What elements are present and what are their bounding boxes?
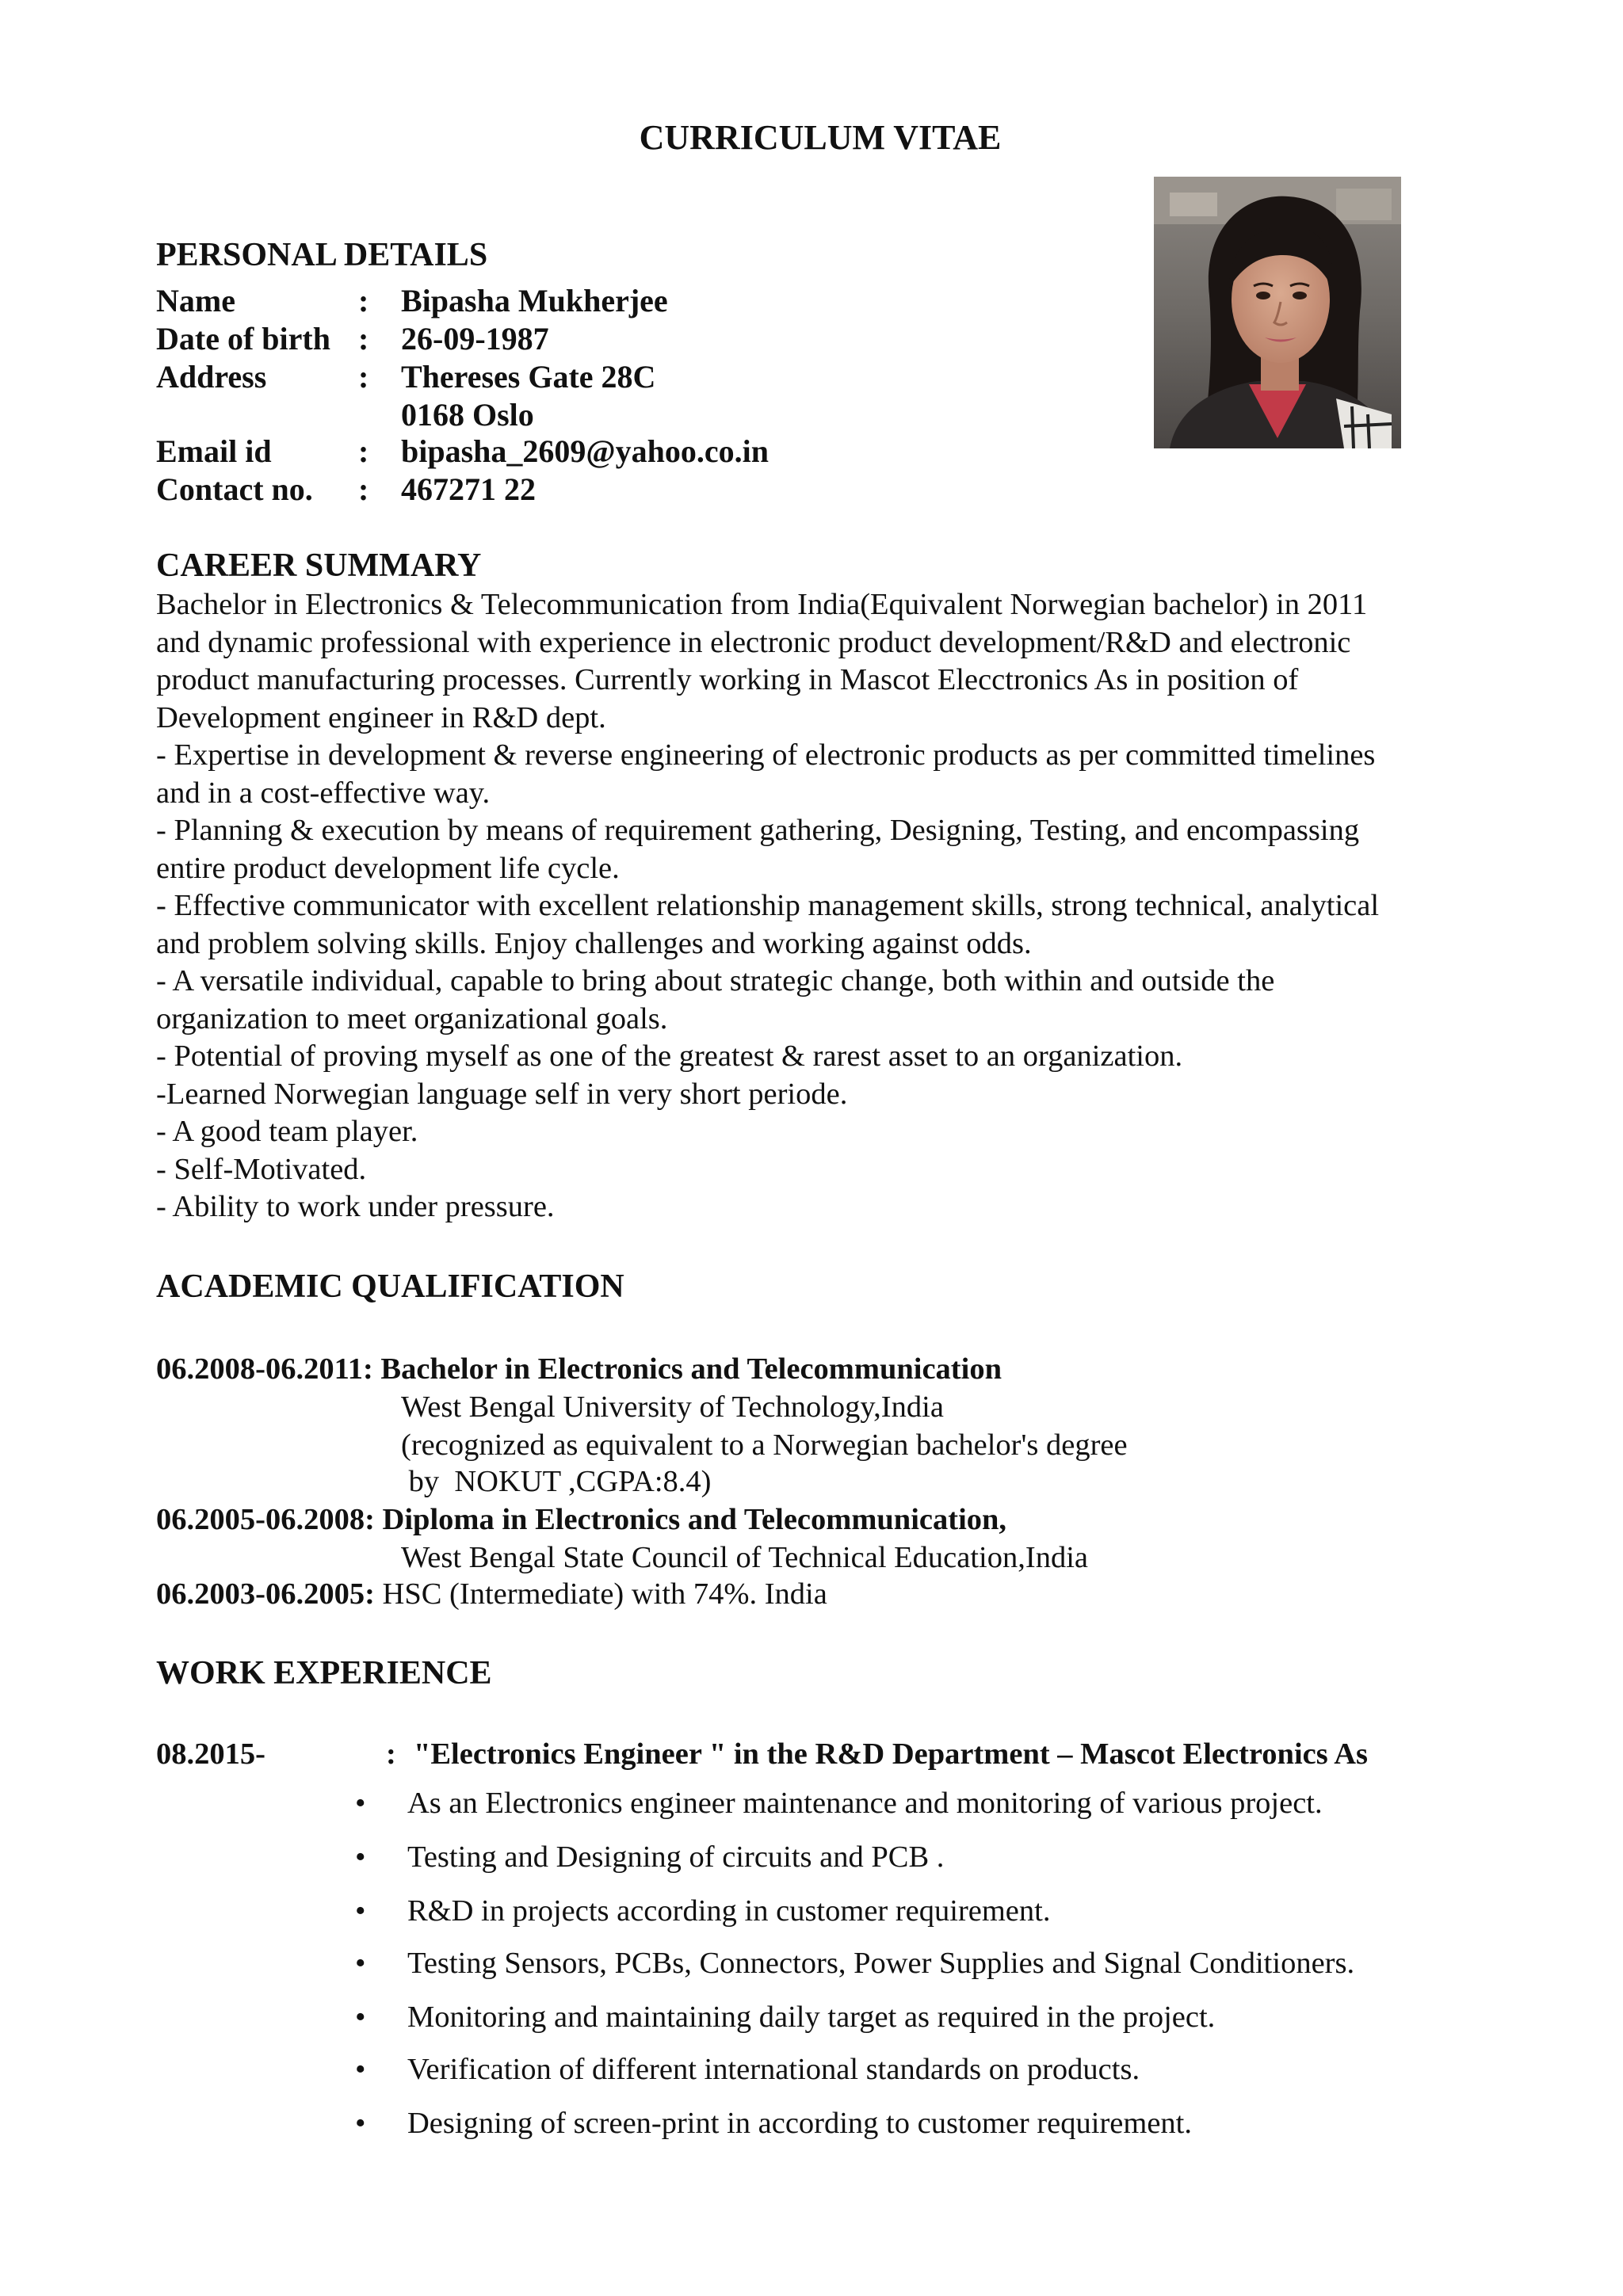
bullet-icon: • [355, 1787, 366, 1820]
career-line: and problem solving skills. Enjoy challenges and working against odds. [156, 926, 1032, 960]
email-value: bipasha_2609@yahoo.co.in [401, 433, 769, 469]
bullet-icon: • [355, 1947, 366, 1980]
academic-date: 06.2005-06.2008: [156, 1503, 375, 1536]
academic-detail: by NOKUT ,CGPA:8.4) [401, 1465, 712, 1498]
document-title: CURRICULUM VITAE [639, 118, 1002, 157]
bullet-icon: • [355, 2000, 366, 2034]
academic-entry-hsc [156, 1577, 827, 1611]
academic-entry-bachelor [156, 1352, 1002, 1386]
career-summary-text [156, 586, 1379, 1226]
bullet-icon: • [355, 2053, 366, 2086]
work-bullet-item: R&D in projects according in customer requirement. [407, 1894, 1051, 1928]
work-role: "Electronics Engineer " in the R&D Department – Mascot Electronics As [414, 1737, 1369, 1771]
email-label: Email id [156, 433, 272, 469]
address-colon: : [358, 359, 369, 395]
name-value: Bipasha Mukherjee [401, 283, 668, 318]
work-colon: : [386, 1737, 396, 1771]
academic-detail: West Bengal State Council of Technical Education,India [401, 1541, 1088, 1574]
academic-detail: West Bengal University of Technology,India [401, 1390, 944, 1424]
career-line: - Self-Motivated. [156, 1152, 367, 1186]
work-bullet-item: Monitoring and maintaining daily target as required in the project. [407, 2000, 1216, 2034]
work-bullet-item: As an Electronics engineer maintenance and monitoring of various project. [407, 1787, 1323, 1820]
work-bullet-item: Testing and Designing of circuits and PCB . [407, 1840, 945, 1874]
career-line: entire product development life cycle. [156, 851, 620, 885]
name-label: Name [156, 283, 235, 318]
profile-photo-image [1154, 177, 1401, 448]
academic-heading: ACADEMIC QUALIFICATION [156, 1268, 624, 1305]
email-colon: : [358, 433, 369, 469]
career-line: - Ability to work under pressure. [156, 1190, 555, 1223]
contact-colon: : [358, 471, 369, 507]
career-line: -Learned Norwegian language self in very short periode. [156, 1077, 848, 1111]
academic-detail: (recognized as equivalent to a Norwegian bachelor's degree [401, 1428, 1128, 1462]
address-value-line2: 0168 Oslo [401, 397, 534, 433]
career-line: and in a cost-effective way. [156, 776, 491, 810]
dob-value: 26-09-1987 [401, 321, 549, 357]
career-line: - A good team player. [156, 1115, 418, 1148]
bullet-icon: • [355, 2107, 366, 2140]
career-summary-heading: CAREER SUMMARY [156, 547, 482, 584]
contact-value: 467271 22 [401, 471, 536, 507]
dob-label: Date of birth [156, 321, 330, 357]
career-line: - Expertise in development & reverse engineering of electronic products as per committed timelines [156, 738, 1376, 772]
bullet-icon: • [355, 1840, 366, 1874]
career-line: - Planning & execution by means of requirement gathering, Designing, Testing, and encompassing [156, 814, 1360, 847]
work-date: 08.2015- [156, 1737, 265, 1771]
career-line: Development engineer in R&D dept. [156, 700, 606, 734]
address-value-line1: Thereses Gate 28C [401, 359, 656, 395]
address-label: Address [156, 359, 267, 395]
bullet-icon: • [355, 1894, 366, 1928]
dob-colon: : [358, 321, 369, 357]
name-colon: : [358, 283, 369, 318]
personal-details-heading: PERSONAL DETAILS [156, 237, 488, 273]
work-bullet-item: Testing Sensors, PCBs, Connectors, Power Supplies and Signal Conditioners. [407, 1947, 1355, 1980]
academic-title: Bachelor in Electronics and Telecommunication [372, 1352, 1002, 1386]
career-line: and dynamic professional with experience in electronic product development/R&D and electronic [156, 625, 1351, 659]
career-line: - A versatile individual, capable to bring about strategic change, both within and outside the [156, 964, 1275, 997]
work-experience-heading: WORK EXPERIENCE [156, 1655, 492, 1691]
career-line: - Potential of proving myself as one of the greatest & rarest asset to an organization. [156, 1039, 1183, 1073]
profile-photo [1154, 177, 1401, 448]
career-line: organization to meet organizational goals. [156, 1001, 668, 1035]
contact-label: Contact no. [156, 471, 313, 507]
academic-title: Diploma in Electronics and Telecommunication, [374, 1503, 1007, 1536]
career-line: Bachelor in Electronics & Telecommunication from India(Equivalent Norwegian bachelor) in 2011 [156, 588, 1368, 621]
academic-entry-diploma [156, 1502, 1006, 1537]
academic-date: 06.2003-06.2005: [156, 1577, 375, 1611]
work-bullet-item: Verification of different international standards on products. [407, 2053, 1140, 2086]
career-line: product manufacturing processes. Currently working in Mascot Elecctronics As in position of [156, 663, 1299, 696]
academic-date: 06.2008-06.2011: [156, 1352, 373, 1386]
work-bullet-item: Designing of screen-print in according to customer requirement. [407, 2107, 1192, 2140]
academic-title: HSC (Intermediate) with 74%. India [374, 1577, 827, 1611]
career-line: - Effective communicator with excellent relationship management skills, strong technical, analytical [156, 889, 1380, 922]
